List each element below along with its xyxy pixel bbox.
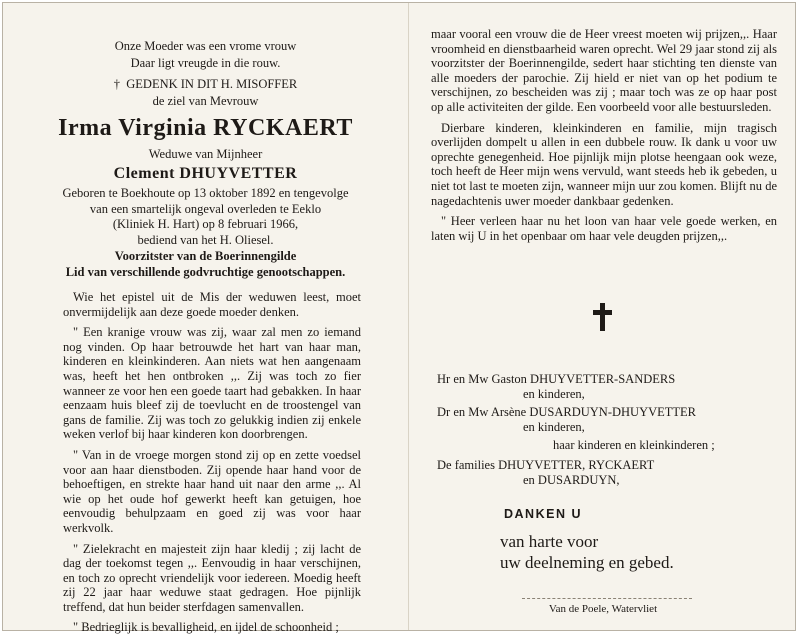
left-body-text: [63, 290, 361, 641]
paragraph: Dierbare kinderen, kleinkinderen en familie, mijn tragisch overlijden dompelt u allen in een dubbele rouw. Ik dank u voor uw oprechte genegenheid. Hoe pijnlijk mijn plotse heengaan ook weze, toch heeft de Heer mijn wens vervuld, want steeds heb ik gebeden, u niet tot last te moeten zijn, wanneer mijn uur zou komen. Blijft nu de nagedachtenis uwer moeder dankbaar gedenken.: [431, 120, 777, 208]
thanks-text: [500, 531, 674, 573]
right-page: [409, 3, 797, 630]
verse-line: Onze Moeder was een vrome vrouw: [114, 39, 297, 53]
family-line: en DUSARDUYN,: [523, 473, 620, 487]
family-line: De families DHUYVETTER, RYCKAERT: [437, 458, 655, 472]
role-line: Lid van verschillende godvruchtige genootschappen.: [65, 265, 346, 279]
left-page: [3, 3, 408, 635]
family-line: en kinderen,: [523, 387, 585, 401]
memorial-card: [2, 2, 796, 635]
thanks-line: van harte voor: [500, 532, 599, 551]
verse-line: Daar ligt vreugde in die rouw.: [130, 56, 281, 70]
birth-death-details: [3, 186, 408, 248]
detail-line: van een smartelijk ongeval overleden te Eeklo: [89, 201, 322, 216]
paragraph: " Van in de vroege morgen stond zij op en zette voedsel voor aan haar dienstboden. Zij opende haar hand voor de behoeftigen, en strekte haar hand uit naar den arme ,,. Al wie op het oude hof gewerkt heeft kan getuigen, hoe eenvoudig behulpzaam en goed zij was voor haar werkvolk.: [63, 447, 361, 535]
widow-of-line: Weduwe van Mijnheer: [148, 147, 263, 161]
family-line: Hr en Mw Gaston DHUYVETTER-SANDERS: [437, 372, 676, 386]
divider: [522, 598, 692, 600]
soul-of-line: de ziel van Mevrouw: [152, 94, 259, 108]
paragraph: " Zielekracht en majesteit zijn haar kledij ; zij lacht de dag der toekomst tegen ,,. Eenvoudig in haar verschijnen, en toch zo oprecht vriendelijk voor iedereen. Moedig heeft zij 22 jaar haar weduwe staat gedragen. Hoe pijnlijk treffend, dat hun beider sterfdagen samenvallen.: [63, 541, 361, 614]
roles: [3, 248, 408, 280]
gedenk-block: [3, 76, 408, 110]
thanks-line: uw deelneming en gebed.: [500, 553, 674, 572]
printer-credit: Van de Poele, Watervliet: [548, 603, 658, 615]
cross-icon: [592, 303, 614, 331]
paragraph: " Bedrieglijk is bevalligheid, en ijdel de schoonheid ;: [73, 620, 339, 635]
paragraph: Wie het epistel uit de Mis der weduwen leest, moet onvermijdelijk aan deze goede moeder denken.: [63, 290, 361, 319]
paragraph: maar vooral een vrouw die de Heer vreest moeten wij prijzen,,. Haar vroomheid en dienstbaarheid waren oprecht. Wel 29 jaar stond zij als voorzitster der Boerinnengilde, sedert haar stichting ten dienste van alle moeders der parochie. Zij hield er niet van op het podium te verschijnen, zo bescheiden was zij ; maar toch was ze op haar post op alle activiteiten der gilde. Een voorbeeld voor alle bestuursleden.: [431, 27, 777, 114]
thanks-heading: DANKEN U: [504, 507, 582, 521]
deceased-name: Irma Virginia RYCKAERT: [58, 115, 353, 141]
detail-line: Geboren te Boekhoute op 13 oktober 1892 en tengevolge: [62, 186, 349, 200]
family-line: haar kinderen en kleinkinderen ;: [553, 438, 715, 452]
family-line: Dr en Mw Arsène DUSARDUYN-DHUYVETTER: [437, 405, 696, 419]
gedenk-heading: GEDENK IN DIT H. MISOFFER: [126, 77, 298, 91]
opening-verse: [3, 38, 408, 72]
husband-name: Clement DHUYVETTER: [113, 165, 298, 182]
role-line: Voorzitster van de Boerinnengilde: [114, 249, 297, 263]
detail-line: (Kliniek H. Hart) op 8 februari 1966,: [112, 217, 299, 231]
small-cross-icon: †: [113, 77, 121, 91]
detail-line: bediend van het H. Oliesel.: [137, 232, 274, 247]
family-line: en kinderen,: [523, 420, 585, 434]
paragraph: " Een kranige vrouw was zij, waar zal men zo iemand nog vinden. Op haar betrouwde het hart van haar man, kinderen en kleinkinderen. Aan niets wat hen aangenaam was, heeft het hen ontbroken ,,. Zij was toch zo fier wanneer ze voor hen een goede taart had gebakken. In haar eenzaam huis bleef zij de toevlucht en de troostengel van gans de familie. Zij was toch zo gelukkig indien zij enkele weken verlof bij haar kinderen kon doorbrengen.: [63, 325, 361, 442]
right-body-text: [431, 27, 777, 249]
paragraph: " Heer verleen haar nu het loon van haar vele goede werken, en laten wij U in het openbaar om haar vele deugden prijzen,,.: [431, 214, 777, 243]
